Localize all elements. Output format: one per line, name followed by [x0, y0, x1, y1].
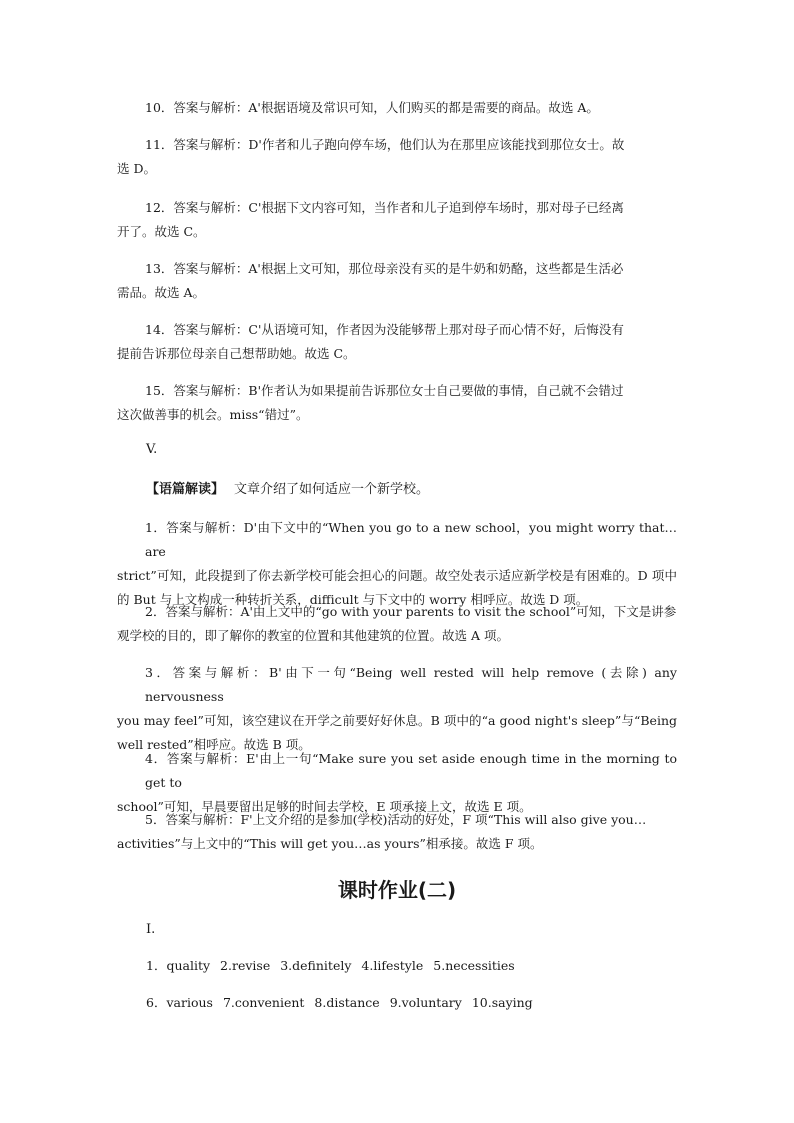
answer-2 [117, 600, 677, 648]
vocab-item: 4.lifestyle [361, 958, 424, 973]
vocab-item: 1．quality [146, 958, 211, 973]
vocab-item: 10.saying [471, 995, 533, 1010]
answer-13 [117, 257, 677, 305]
answer-line: 1．答案与解析：D'由下文中的“When you go to a new school，you might worry that…are [145, 520, 677, 559]
answer-14 [117, 318, 677, 366]
answer-line: 2．答案与解析：A'由上文中的“go with your parents to visit the school”可知，下文是讲参 [145, 604, 677, 619]
answer-line: 提前告诉那位母亲自己想帮助她。故选 C。 [117, 346, 356, 361]
vocab-item: 8.distance [314, 995, 380, 1010]
vocab-row-2 [146, 993, 533, 1013]
answer-line: well rested”相呼应。故选 B 项。 [117, 737, 311, 752]
answer-line: 15．答案与解析：B'作者认为如果提前告诉那位女士自己要做的事情，自己就不会错过 [145, 383, 624, 398]
vocab-item: 3.definitely [280, 958, 352, 973]
reading-intro [146, 480, 429, 500]
answer-12 [117, 196, 677, 244]
answer-line: 需品。故选 A。 [117, 285, 206, 300]
reading-intro-label: 【语篇解读】 [146, 482, 225, 497]
answer-line: you may feel”可知，该空建议在开学之前要好好休息。B 项中的“a good night's sleep”与“Being [117, 713, 677, 728]
vocab-item: 7.convenient [222, 995, 305, 1010]
answer-1 [117, 516, 677, 612]
answer-line: 观学校的目的，即了解你的教室的位置和其他建筑的位置。故选 A 项。 [117, 628, 509, 643]
answer-line: 3．答案与解析：B'由下一句“Being well rested will help remove (去除) any nervousness [145, 665, 677, 704]
section-i-heading: I. [146, 922, 156, 937]
vocab-row-1 [146, 956, 515, 976]
answer-line: 14．答案与解析：C'从语境可知，作者因为没能够帮上那对母子而心情不好，后悔没有 [145, 322, 624, 337]
vocab-item: 2.revise [220, 958, 271, 973]
answer-line: 12．答案与解析：C'根据下文内容可知，当作者和儿子追到停车场时，那对母子已经离 [145, 200, 624, 215]
answer-3 [117, 661, 677, 757]
vocab-item: 9.voluntary [389, 995, 462, 1010]
reading-intro-summary: 文章介绍了如何适应一个新学校。 [234, 482, 430, 497]
homework-title: 课时作业(二) [337, 878, 457, 902]
section-v-heading: V. [146, 442, 158, 457]
answer-11 [117, 133, 677, 181]
answer-line: 这次做善事的机会。miss“错过”。 [117, 407, 309, 422]
answer-line: 5．答案与解析：F'上文介绍的是参加(学校)活动的好处，F 项“This will also give you… [145, 812, 647, 827]
answer-line: 开了。故选 C。 [117, 224, 206, 239]
vocab-item: 5.necessities [433, 958, 515, 973]
answer-line: 11．答案与解析：D'作者和儿子跑向停车场，他们认为在那里应该能找到那位女士。故 [145, 137, 625, 152]
answer-5 [117, 808, 677, 856]
answer-line: 10．答案与解析：A'根据语境及常识可知，人们购买的都是需要的商品。故选 A。 [145, 100, 599, 115]
answer-line: 4．答案与解析：E'由上一句“Make sure you set aside enough time in the morning to get to [145, 751, 677, 790]
vocab-item: 6．various [146, 995, 213, 1010]
answer-line: 项中的 But 与上文构成一种转折关系，difficult 与下文中的 worry 相呼应。故选 D 项。 [117, 568, 677, 607]
answer-line: strict”可知，此段提到了你去新学校可能会担心的问题。故空处表示适应新学校是有困难的。D [117, 568, 648, 583]
answer-10 [117, 96, 677, 120]
answer-line: 选 D。 [117, 161, 156, 176]
answer-line: activities”与上文中的“This will get you…as yours”相承接。故选 F 项。 [117, 836, 543, 851]
answer-15 [117, 379, 677, 427]
answer-line: school”可知，早晨要留出足够的时间去学校，E 项承接上文，故选 E 项。 [117, 799, 532, 814]
answer-line: 13．答案与解析：A'根据上文可知，那位母亲没有买的是牛奶和奶酪，这些都是生活必 [145, 261, 624, 276]
